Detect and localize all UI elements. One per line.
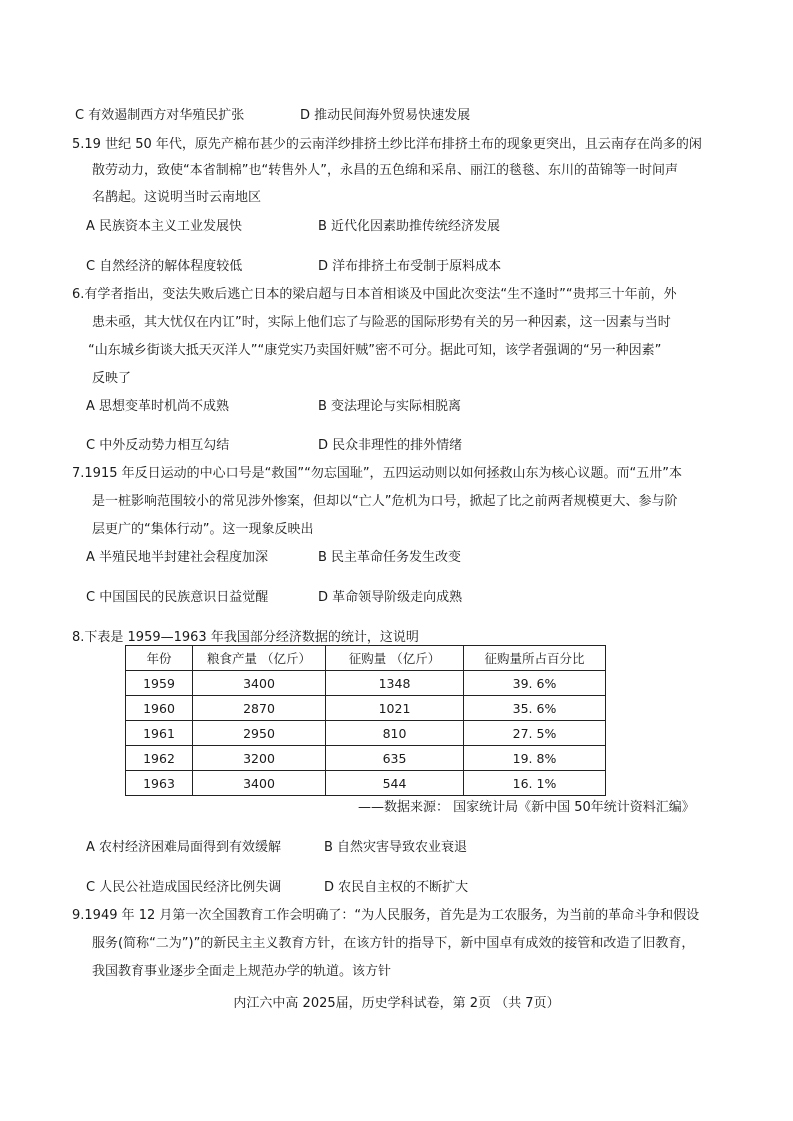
q6-option-b[interactable]: B 变法理论与实际相脱离 [318, 399, 462, 414]
table-row [126, 671, 606, 696]
q9-stem-line-2: 服务(简称“二为”)”的新民主主义教育方针，在该方针的指导下，新中国卓有成效的接管和改造了旧教育， [92, 936, 695, 951]
q7-option-b[interactable]: B 民主革命任务发生改变 [318, 550, 462, 565]
table-cell: 1960 [126, 696, 193, 721]
table-header-year: 年份 [126, 646, 193, 671]
q8-option-a[interactable]: A 农村经济困难局面得到有效缓解 [86, 840, 282, 855]
q5-stem-line-1: 5.19 世纪 50 年代，原先产棉布甚少的云南洋纱排挤土纱比洋布排挤土布的现象更突出，且云南存在尚多的闲 [72, 137, 702, 152]
q7-option-a[interactable]: A 半殖民地半封建社会程度加深 [86, 550, 269, 565]
table-header-percentage: 征购量所占百分比 [464, 646, 606, 671]
q7-stem-line-2: 是一桩影响范围较小的常见涉外惨案，但却以“亡人”危机为口号，掀起了比之前两者规模更大、参与阶 [92, 494, 678, 509]
q5-option-c[interactable]: C 自然经济的解体程度较低 [86, 259, 243, 274]
q6-option-a[interactable]: A 思想变革时机尚不成熟 [86, 399, 230, 414]
economic-data-table [125, 645, 606, 796]
q8-stem: 8.下表是 1959—1963 年我国部分经济数据的统计，这说明 [72, 630, 419, 645]
q9-stem-line-1: 9.1949 年 12 月第一次全国教育工作会明确了：“为人民服务，首先是为工农服务，为当前的革命斗争和假设 [72, 908, 700, 923]
q5-stem-line-3: 名鹊起。这说明当时云南地区 [92, 190, 262, 205]
table-row [126, 746, 606, 771]
table-cell: 1348 [326, 671, 464, 696]
table-cell: 2950 [193, 721, 326, 746]
table-header-row [126, 646, 606, 671]
q7-stem-line-1: 7.1915 年反日运动的中心口号是“救国”“勿忘国耻”，五四运动则以如何拯救山东为核心议题。而“五卅”本 [72, 466, 683, 481]
table-cell: 19. 8% [464, 746, 606, 771]
q7-stem-line-3: 层更广的“集体行动”。这一现象反映出 [92, 522, 314, 537]
table-cell: 3400 [193, 771, 326, 796]
table-cell: 16. 1% [464, 771, 606, 796]
q5-stem-line-2: 散劳动力，致使“本省制棉”也“转售外人”，永昌的五色绵和采帛、丽江的毯毯、东川的苗锦等一时间声 [92, 163, 678, 178]
q6-stem-line-3: “山东城乡街谈大抵天灭洋人”“康党实乃卖国奸贼”密不可分。据此可知，该学者强调的“另一种因素” [88, 343, 662, 358]
q9-stem-line-3: 我国教育事业逐步全面走上规范办学的轨道。该方针 [92, 964, 392, 979]
q6-stem-line-1: 6.有学者指出，变法失败后逃亡日本的梁启超与日本首相谈及中国此次变法“生不逢时”“贵邦三十年前，外 [72, 287, 677, 302]
table-cell: 39. 6% [464, 671, 606, 696]
table-cell: 810 [326, 721, 464, 746]
q8-option-d[interactable]: D 农民自主权的不断扩大 [324, 880, 469, 895]
q7-option-c[interactable]: C 中国国民的民族意识日益觉醒 [86, 590, 269, 605]
table-cell: 1961 [126, 721, 193, 746]
q5-option-d[interactable]: D 洋布排挤土布受制于原料成本 [318, 259, 502, 274]
table-cell: 3400 [193, 671, 326, 696]
table-cell: 635 [326, 746, 464, 771]
q6-stem-line-2: 患未亟，其大忧仅在内讧”时，实际上他们忘了与险恶的国际形势有关的另一种因素，这一因素与当时 [92, 315, 671, 330]
q8-option-b[interactable]: B 自然灾害导致农业衰退 [324, 840, 468, 855]
table-row [126, 721, 606, 746]
q6-stem-line-4: 反映了 [92, 371, 132, 386]
table-cell: 35. 6% [464, 696, 606, 721]
q8-option-c[interactable]: C 人民公社造成国民经济比例失调 [86, 880, 282, 895]
option-d[interactable]: D 推动民间海外贸易快速发展 [300, 108, 471, 123]
option-c[interactable]: C 有效遏制西方对华殖民扩张 [75, 108, 245, 123]
table-row [126, 696, 606, 721]
table-row [126, 771, 606, 796]
table-header-grain-output: 粮食产量 （亿斤） [193, 646, 326, 671]
table-cell: 2870 [193, 696, 326, 721]
table-cell: 544 [326, 771, 464, 796]
table-cell: 3200 [193, 746, 326, 771]
table-cell: 1962 [126, 746, 193, 771]
q6-option-d[interactable]: D 民众非理性的排外情绪 [318, 438, 463, 453]
q5-option-a[interactable]: A 民族资本主义工业发展快 [86, 219, 243, 234]
table-cell: 1963 [126, 771, 193, 796]
table-source-note: ——数据来源： 国家统计局《新中国 50年统计资料汇编》 [358, 800, 695, 815]
table-header-purchase-volume: 征购量 （亿斤） [326, 646, 464, 671]
table-cell: 1021 [326, 696, 464, 721]
q6-option-c[interactable]: C 中外反动势力相互勾结 [86, 438, 230, 453]
table-cell: 1959 [126, 671, 193, 696]
q5-option-b[interactable]: B 近代化因素助推传统经济发展 [318, 219, 501, 234]
table-cell: 27. 5% [464, 721, 606, 746]
q7-option-d[interactable]: D 革命领导阶级走向成熟 [318, 590, 463, 605]
page-footer: 内江六中高 2025届，历史学科试卷，第 2页 （共 7页） [233, 996, 560, 1011]
